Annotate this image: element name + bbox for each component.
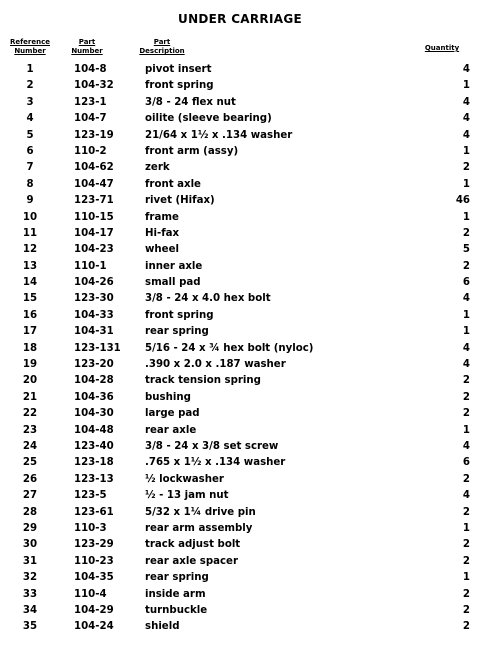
- table-row: [0, 572, 480, 588]
- part-number: 123-61: [74, 506, 114, 518]
- part-number: 123-13: [74, 473, 114, 485]
- part-number: 110-23: [74, 555, 114, 567]
- reference-number: 30: [22, 539, 38, 551]
- reference-number: 26: [22, 473, 38, 485]
- quantity: 2: [462, 555, 470, 567]
- table-row: [0, 343, 480, 359]
- part-description: .765 x 1½ x .134 washer: [145, 457, 286, 469]
- table-row: [0, 228, 480, 244]
- part-number: 110-15: [74, 211, 114, 223]
- quantity: 4: [462, 113, 470, 125]
- quantity: 2: [462, 506, 470, 518]
- reference-number: 4: [26, 113, 34, 125]
- part-description: .390 x 2.0 x .187 washer: [145, 359, 286, 371]
- header-part-line1: Part: [78, 38, 96, 46]
- part-description: front arm (assy): [145, 145, 239, 157]
- part-number: 104-8: [74, 64, 107, 75]
- table-row: [0, 293, 480, 309]
- reference-number: 6: [26, 145, 34, 157]
- header-quantity-label: Quantity: [424, 44, 460, 52]
- reference-number: 1: [26, 64, 34, 75]
- page-title: UNDER CARRIAGE: [178, 12, 302, 26]
- reference-number: 22: [22, 408, 38, 420]
- reference-number: 20: [22, 375, 38, 387]
- table-row: [0, 212, 480, 228]
- part-number: 123-19: [74, 129, 114, 141]
- part-description: 3/8 - 24 flex nut: [145, 96, 236, 108]
- reference-number: 21: [22, 391, 38, 403]
- table-row: [0, 474, 480, 490]
- quantity: 46: [455, 195, 470, 207]
- table-row: [0, 359, 480, 375]
- part-number: 104-23: [74, 244, 114, 256]
- part-description: rivet (Hifax): [145, 195, 215, 207]
- reference-number: 31: [22, 555, 38, 567]
- part-number: 104-17: [74, 227, 114, 239]
- header-reference-number: [8, 38, 52, 56]
- header-part-line2: Number: [71, 47, 103, 55]
- part-description: rear arm assembly: [145, 522, 253, 534]
- header-reference-line2: Number: [14, 47, 46, 55]
- part-description: ½ lockwasher: [145, 473, 224, 485]
- quantity: 6: [462, 457, 470, 469]
- table-row: [0, 64, 480, 80]
- quantity: 2: [462, 539, 470, 551]
- reference-number: 19: [22, 359, 38, 371]
- quantity: 2: [462, 227, 470, 239]
- part-description: 3/8 - 24 x 4.0 hex bolt: [145, 293, 271, 305]
- part-number: 104-30: [74, 408, 114, 420]
- reference-number: 35: [22, 621, 38, 633]
- part-description: rear axle: [145, 424, 197, 436]
- quantity: 1: [462, 309, 470, 321]
- reference-number: 7: [26, 162, 34, 174]
- part-description: shield: [145, 621, 180, 633]
- part-number: 104-32: [74, 80, 114, 92]
- part-description: front spring: [145, 309, 214, 321]
- reference-number: 11: [22, 227, 38, 239]
- quantity: 2: [462, 162, 470, 174]
- reference-number: 14: [22, 277, 38, 289]
- header-reference-line1: Reference: [9, 38, 50, 46]
- part-number: 104-36: [74, 391, 114, 403]
- reference-number: 10: [22, 211, 38, 223]
- table-row: [0, 113, 480, 129]
- part-number: 104-48: [74, 424, 114, 436]
- quantity: 2: [462, 473, 470, 485]
- header-part-number: [67, 38, 107, 56]
- part-description: oilite (sleeve bearing): [145, 113, 272, 125]
- part-number: 104-33: [74, 309, 114, 321]
- part-number: 104-31: [74, 326, 114, 338]
- part-number: 123-20: [74, 359, 114, 371]
- quantity: 4: [462, 293, 470, 305]
- table-row: [0, 589, 480, 605]
- part-description: Hi-fax: [145, 227, 180, 239]
- quantity: 2: [462, 604, 470, 616]
- header-desc-line2: Description: [139, 47, 185, 55]
- part-description: wheel: [145, 244, 179, 256]
- part-number: 123-71: [74, 195, 114, 207]
- part-description: 21/64 x 1½ x .134 washer: [145, 129, 293, 141]
- part-description: front spring: [145, 80, 214, 92]
- part-description: ½ - 13 jam nut: [145, 490, 229, 502]
- quantity: 4: [462, 129, 470, 141]
- table-row: [0, 457, 480, 473]
- quantity: 1: [462, 326, 470, 338]
- quantity: 1: [462, 424, 470, 436]
- table-row: [0, 97, 480, 113]
- part-number: 104-35: [74, 572, 114, 584]
- table-row: [0, 392, 480, 408]
- part-number: 123-29: [74, 539, 114, 551]
- part-number: 123-30: [74, 293, 114, 305]
- part-description: turnbuckle: [145, 604, 208, 616]
- part-number: 110-3: [74, 522, 107, 534]
- quantity: 2: [462, 588, 470, 600]
- part-description: bushing: [145, 391, 191, 403]
- part-number: 123-18: [74, 457, 114, 469]
- part-description: 5/16 - 24 x ¾ hex bolt (nyloc): [145, 342, 314, 354]
- reference-number: 17: [22, 326, 38, 338]
- part-number: 123-5: [74, 490, 107, 502]
- table-row: [0, 523, 480, 539]
- reference-number: 12: [22, 244, 38, 256]
- table-row: [0, 179, 480, 195]
- reference-number: 27: [22, 490, 38, 502]
- part-number: 123-1: [74, 96, 107, 108]
- part-description: track tension spring: [145, 375, 261, 387]
- part-number: 110-1: [74, 260, 107, 272]
- part-number: 104-28: [74, 375, 114, 387]
- part-description: 5/32 x 1¼ drive pin: [145, 506, 256, 518]
- table-row: [0, 490, 480, 506]
- table-row: [0, 261, 480, 277]
- reference-number: 28: [22, 506, 38, 518]
- quantity: 4: [462, 490, 470, 502]
- header-part-description: [135, 38, 189, 56]
- table-row: [0, 130, 480, 146]
- reference-number: 5: [26, 129, 34, 141]
- quantity: 1: [462, 522, 470, 534]
- reference-number: 32: [22, 572, 38, 584]
- part-description: frame: [145, 211, 179, 223]
- part-description: front axle: [145, 178, 201, 190]
- reference-number: 34: [22, 604, 38, 616]
- table-row: [0, 605, 480, 621]
- quantity: 4: [462, 96, 470, 108]
- part-number: 110-2: [74, 145, 107, 157]
- quantity: 4: [462, 64, 470, 75]
- part-description: rear spring: [145, 572, 209, 584]
- table-row: [0, 408, 480, 424]
- table-row: [0, 425, 480, 441]
- reference-number: 18: [22, 342, 38, 354]
- reference-number: 3: [26, 96, 34, 108]
- table-row: [0, 441, 480, 457]
- part-number: 104-26: [74, 277, 114, 289]
- part-description: inside arm: [145, 588, 206, 600]
- quantity: 2: [462, 408, 470, 420]
- quantity: 1: [462, 145, 470, 157]
- table-row: [0, 80, 480, 96]
- table-row: [0, 162, 480, 178]
- part-description: rear axle spacer: [145, 555, 238, 567]
- reference-number: 25: [22, 457, 38, 469]
- header-desc-line1: Part: [153, 38, 171, 46]
- quantity: 1: [462, 80, 470, 92]
- reference-number: 2: [26, 80, 34, 92]
- reference-number: 9: [26, 195, 34, 207]
- part-description: inner axle: [145, 260, 203, 272]
- reference-number: 23: [22, 424, 38, 436]
- part-number: 104-47: [74, 178, 114, 190]
- header-quantity: [421, 44, 463, 53]
- part-description: pivot insert: [145, 64, 212, 75]
- quantity: 2: [462, 260, 470, 272]
- quantity: 4: [462, 440, 470, 452]
- part-description: small pad: [145, 277, 201, 289]
- reference-number: 16: [22, 309, 38, 321]
- table-row: [0, 507, 480, 523]
- quantity: 4: [462, 359, 470, 371]
- part-number: 104-62: [74, 162, 114, 174]
- part-number: 104-29: [74, 604, 114, 616]
- quantity: 4: [462, 342, 470, 354]
- reference-number: 29: [22, 522, 38, 534]
- reference-number: 33: [22, 588, 38, 600]
- quantity: 1: [462, 572, 470, 584]
- table-row: [0, 539, 480, 555]
- quantity: 1: [462, 211, 470, 223]
- table-row: [0, 195, 480, 211]
- table-row: [0, 326, 480, 342]
- parts-list: [0, 64, 480, 638]
- quantity: 5: [462, 244, 470, 256]
- quantity: 2: [462, 621, 470, 633]
- quantity: 2: [462, 375, 470, 387]
- part-description: zerk: [145, 162, 170, 174]
- reference-number: 13: [22, 260, 38, 272]
- table-row: [0, 375, 480, 391]
- part-number: 123-40: [74, 440, 114, 452]
- part-number: 123-131: [74, 342, 121, 354]
- part-description: rear spring: [145, 326, 209, 338]
- part-number: 104-24: [74, 621, 114, 633]
- part-number: 110-4: [74, 588, 107, 600]
- table-row: [0, 621, 480, 637]
- reference-number: 8: [26, 178, 34, 190]
- quantity: 1: [462, 178, 470, 190]
- part-description: large pad: [145, 408, 200, 420]
- table-row: [0, 556, 480, 572]
- part-description: 3/8 - 24 x 3/8 set screw: [145, 440, 279, 452]
- table-row: [0, 146, 480, 162]
- quantity: 2: [462, 391, 470, 403]
- part-description: track adjust bolt: [145, 539, 241, 551]
- table-row: [0, 244, 480, 260]
- part-number: 104-7: [74, 113, 107, 125]
- quantity: 6: [462, 277, 470, 289]
- table-row: [0, 277, 480, 293]
- reference-number: 15: [22, 293, 38, 305]
- reference-number: 24: [22, 440, 38, 452]
- table-row: [0, 310, 480, 326]
